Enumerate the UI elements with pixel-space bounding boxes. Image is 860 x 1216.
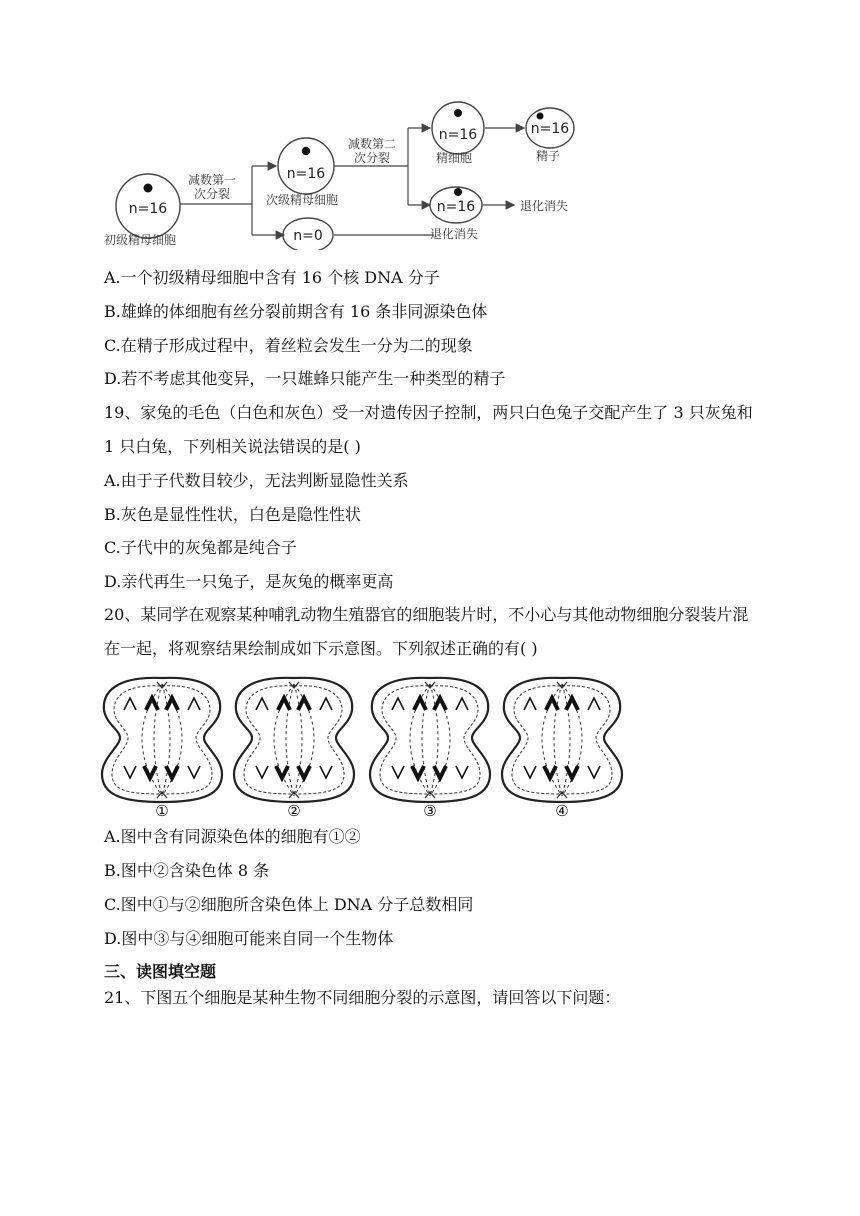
degenerate-label: 退化消失 bbox=[520, 199, 569, 213]
dividing-cell-3 bbox=[370, 678, 490, 820]
meiosis-flow-diagram bbox=[100, 98, 590, 250]
q20-stem: 20、某同学在观察某种哺乳动物生殖器官的细胞装片时，不小心与其他动物细胞分裂装片混在一起，将观察结果绘制成如下示意图。下列叙述正确的有( ) bbox=[104, 605, 749, 658]
figure-label-1: ① bbox=[155, 802, 169, 820]
section-3-title: 三、读图填空题 bbox=[104, 962, 217, 981]
first-division-label-1: 减数第一 bbox=[187, 173, 237, 187]
figure-label-3: ③ bbox=[423, 802, 437, 820]
secondary-spermatocyte-cell bbox=[278, 138, 334, 194]
q18-option-a: A.一个初级精母细胞中含有 16 个核 DNA 分子 bbox=[104, 268, 440, 287]
q20-option-a: A.图中含有同源染色体的细胞有①② bbox=[104, 827, 361, 846]
svg-text:n=16: n=16 bbox=[436, 199, 476, 215]
degenerate-cell bbox=[430, 187, 482, 223]
spermatid-cell bbox=[432, 102, 484, 154]
q19-stem: 19、家兔的毛色（白色和灰色）受一对遗传因子控制，两只白色兔子交配产生了 3 只灰兔和 1 只白兔，下列相关说法错误的是( ) bbox=[104, 403, 753, 456]
svg-text:n=16: n=16 bbox=[530, 121, 570, 137]
dividing-cell-1 bbox=[102, 678, 222, 820]
primary-spermatocyte-cell bbox=[116, 174, 180, 238]
first-division-label-2: 次分裂 bbox=[193, 187, 231, 201]
q20-option-d: D.图中③与④细胞可能来自同一个生物体 bbox=[104, 929, 394, 948]
q19-option-b: B.灰色是显性性状，白色是隐性性状 bbox=[104, 505, 361, 524]
q21-stem: 21、下图五个细胞是某种生物不同细胞分裂的示意图，请回答以下问题： bbox=[104, 988, 621, 1007]
secondary-spermatocyte-label: 次级精母细胞 bbox=[266, 193, 339, 207]
cell-division-figures bbox=[100, 672, 640, 820]
spermatid-label: 精细胞 bbox=[436, 151, 473, 165]
svg-text:n=0: n=0 bbox=[293, 228, 323, 244]
second-division-label-2: 次分裂 bbox=[353, 151, 391, 165]
primary-spermatocyte-label: 初级精母细胞 bbox=[104, 233, 177, 247]
svg-text:n=16: n=16 bbox=[128, 201, 168, 217]
second-division-label-1: 减数第二 bbox=[347, 137, 397, 151]
q19-option-a: A.由于子代数目较少，无法判断显隐性关系 bbox=[104, 471, 409, 490]
dividing-cell-2 bbox=[234, 678, 354, 820]
figure-label-2: ② bbox=[287, 802, 301, 820]
svg-text:n=16: n=16 bbox=[438, 127, 478, 143]
q18-option-b: B.雄蜂的体细胞有丝分裂前期含有 16 条非同源染色体 bbox=[104, 302, 488, 321]
q18-option-c: C.在精子形成过程中，着丝粒会发生一分为二的现象 bbox=[104, 336, 473, 355]
null-cell-degenerate-label: 退化消失 bbox=[430, 227, 479, 241]
figure-label-4: ④ bbox=[555, 802, 569, 820]
sperm-cell bbox=[526, 108, 574, 148]
svg-text:n=16: n=16 bbox=[286, 166, 326, 182]
null-cell bbox=[283, 218, 333, 250]
q18-option-d: D.若不考虑其他变异，一只雄蜂只能产生一种类型的精子 bbox=[104, 369, 506, 388]
q19-option-c: C.子代中的灰兔都是纯合子 bbox=[104, 538, 297, 557]
sperm-label: 精子 bbox=[536, 149, 561, 163]
q19-option-d: D.亲代再生一只兔子，是灰兔的概率更高 bbox=[104, 572, 394, 591]
q20-option-c: C.图中①与②细胞所含染色体上 DNA 分子总数相同 bbox=[104, 895, 474, 914]
dividing-cell-4 bbox=[502, 678, 622, 820]
q20-option-b: B.图中②含染色体 8 条 bbox=[104, 861, 270, 880]
